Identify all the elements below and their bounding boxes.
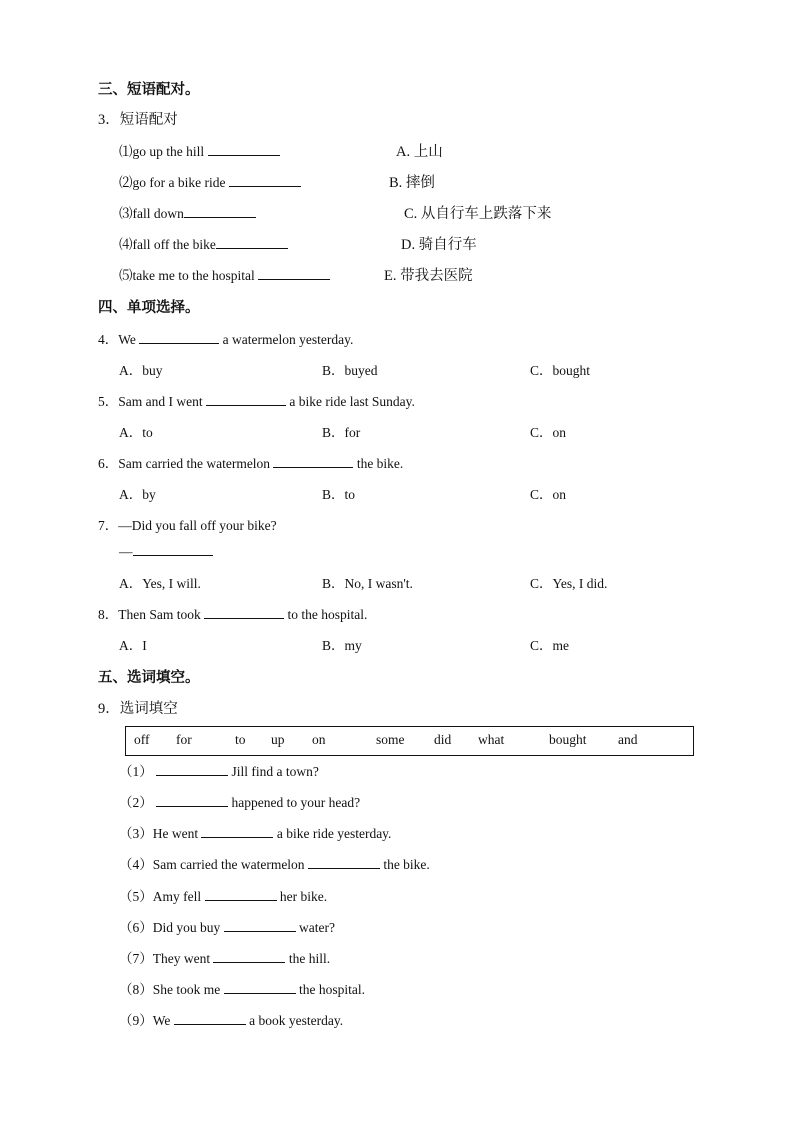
answer-blank[interactable] — [174, 1012, 246, 1025]
option-5a[interactable]: A．to — [119, 425, 153, 440]
word-bank-word: did — [434, 732, 452, 747]
question-text: 8．Then Sam took — [98, 607, 201, 622]
option-5b[interactable]: B．for — [322, 425, 361, 440]
answer-blank[interactable] — [133, 543, 213, 556]
option-4b[interactable]: B．buyed — [322, 363, 378, 378]
sentence-number: （6） — [119, 920, 153, 935]
match-option-c: C. 从自行车上跌落下来 — [404, 206, 552, 222]
sentence-text: Jill find a town? — [231, 764, 319, 779]
question-4 — [98, 328, 353, 348]
word-bank-word: to — [235, 732, 246, 747]
sentence-text: water? — [299, 920, 335, 935]
question-text: a watermelon yesterday. — [222, 332, 354, 347]
option-6c[interactable]: C．on — [530, 487, 567, 502]
answer-blank[interactable] — [216, 236, 288, 249]
fill-sentence-8 — [119, 978, 365, 998]
fill-sentence-1 — [119, 760, 319, 780]
question-title-3: 3．短语配对 — [98, 112, 178, 128]
answer-blank[interactable] — [229, 174, 301, 187]
sentence-text: a bike ride yesterday. — [276, 826, 392, 841]
answer-blank[interactable] — [213, 950, 285, 963]
word-bank-word: what — [478, 732, 505, 747]
question-7: 7．—Did you fall off your bike? — [98, 518, 277, 533]
sentence-text: happened to your head? — [231, 795, 361, 810]
match-phrase: ⑵go for a bike ride — [119, 175, 226, 190]
fill-sentence-5 — [119, 885, 327, 905]
question-5 — [98, 390, 415, 410]
dash: — — [119, 544, 133, 559]
question-text: 4．We — [98, 332, 136, 347]
match-option-e: E. 带我去医院 — [384, 268, 473, 284]
sentence-text: Sam carried the watermelon — [152, 857, 305, 872]
sentence-number: （3） — [119, 826, 153, 841]
match-option-b: B. 摔倒 — [389, 175, 435, 191]
sentence-number: （8） — [119, 982, 153, 997]
match-item-3 — [119, 202, 256, 222]
sentence-text: her bike. — [279, 889, 328, 904]
question-text: the bike. — [356, 456, 404, 471]
answer-blank[interactable] — [206, 393, 286, 406]
option-6a[interactable]: A．by — [119, 487, 156, 502]
word-bank-word: up — [271, 732, 285, 747]
answer-blank[interactable] — [308, 856, 380, 869]
question-text: 5．Sam and I went — [98, 394, 203, 409]
option-5c[interactable]: C．on — [530, 425, 567, 440]
word-bank — [125, 726, 694, 756]
match-phrase: ⑶fall down — [119, 206, 184, 221]
option-7a[interactable]: A．Yes, I will. — [119, 576, 201, 591]
match-item-1 — [119, 140, 280, 160]
answer-blank[interactable] — [205, 888, 277, 901]
answer-blank[interactable] — [258, 267, 330, 280]
answer-blank[interactable] — [156, 763, 228, 776]
word-bank-word: on — [312, 732, 326, 747]
match-item-2 — [119, 171, 301, 191]
sentence-text: Did you buy — [152, 920, 221, 935]
sentence-text: Amy fell — [152, 889, 202, 904]
answer-blank[interactable] — [184, 205, 256, 218]
option-6b[interactable]: B．to — [322, 487, 356, 502]
answer-blank[interactable] — [273, 455, 353, 468]
answer-blank[interactable] — [201, 825, 273, 838]
option-4c[interactable]: C．bought — [530, 363, 591, 378]
option-7b[interactable]: B．No, I wasn't. — [322, 576, 413, 591]
sentence-text: We — [152, 1013, 171, 1028]
answer-blank[interactable] — [224, 981, 296, 994]
sentence-number: （7） — [119, 951, 153, 966]
answer-blank[interactable] — [208, 143, 280, 156]
sentence-text: She took me — [152, 982, 221, 997]
section-heading-4: 四、单项选择。 — [98, 300, 200, 316]
match-item-5 — [119, 264, 330, 284]
answer-blank[interactable] — [156, 794, 228, 807]
word-bank-word: for — [176, 732, 192, 747]
question-text: to the hospital. — [287, 607, 368, 622]
option-8a[interactable]: A．I — [119, 638, 147, 653]
option-8b[interactable]: B．my — [322, 638, 362, 653]
word-bank-word: and — [618, 732, 638, 747]
option-7c[interactable]: C．Yes, I did. — [530, 576, 608, 591]
sentence-number: （4） — [119, 857, 153, 872]
fill-sentence-6 — [119, 916, 335, 936]
question-title-9: 9．选词填空 — [98, 701, 178, 717]
question-text: a bike ride last Sunday. — [289, 394, 415, 409]
word-bank-word: bought — [549, 732, 587, 747]
option-4a[interactable]: A．buy — [119, 363, 163, 378]
match-item-4 — [119, 233, 288, 253]
question-7-answer-line — [119, 543, 213, 560]
sentence-number: （5） — [119, 889, 153, 904]
fill-sentence-9 — [119, 1009, 343, 1029]
word-bank-word: off — [134, 732, 150, 747]
fill-sentence-4 — [119, 853, 430, 873]
question-8 — [98, 603, 367, 623]
match-option-a: A. 上山 — [396, 144, 443, 160]
sentence-text: He went — [152, 826, 199, 841]
sentence-text: the hill. — [288, 951, 331, 966]
sentence-text: a book yesterday. — [249, 1013, 344, 1028]
section-heading-5: 五、选词填空。 — [98, 670, 200, 686]
question-6 — [98, 452, 403, 472]
section-heading-3: 三、短语配对。 — [98, 82, 200, 98]
answer-blank[interactable] — [139, 331, 219, 344]
sentence-text: the hospital. — [299, 982, 365, 997]
answer-blank[interactable] — [204, 606, 284, 619]
sentence-number: （9） — [119, 1013, 153, 1028]
option-8c[interactable]: C．me — [530, 638, 569, 653]
fill-sentence-3 — [119, 822, 391, 842]
sentence-number: （1） — [119, 764, 153, 779]
sentence-text: the bike. — [383, 857, 430, 872]
sentence-text: They went — [152, 951, 211, 966]
fill-sentence-2 — [119, 791, 360, 811]
match-phrase: ⑷fall off the bike — [119, 237, 216, 252]
word-bank-word: some — [376, 732, 405, 747]
question-text: 6．Sam carried the watermelon — [98, 456, 271, 471]
answer-blank[interactable] — [224, 919, 296, 932]
match-phrase: ⑸take me to the hospital — [119, 268, 255, 283]
match-phrase: ⑴go up the hill — [119, 144, 205, 159]
fill-sentence-7 — [119, 947, 330, 967]
sentence-number: （2） — [119, 795, 153, 810]
match-option-d: D. 骑自行车 — [401, 237, 477, 253]
